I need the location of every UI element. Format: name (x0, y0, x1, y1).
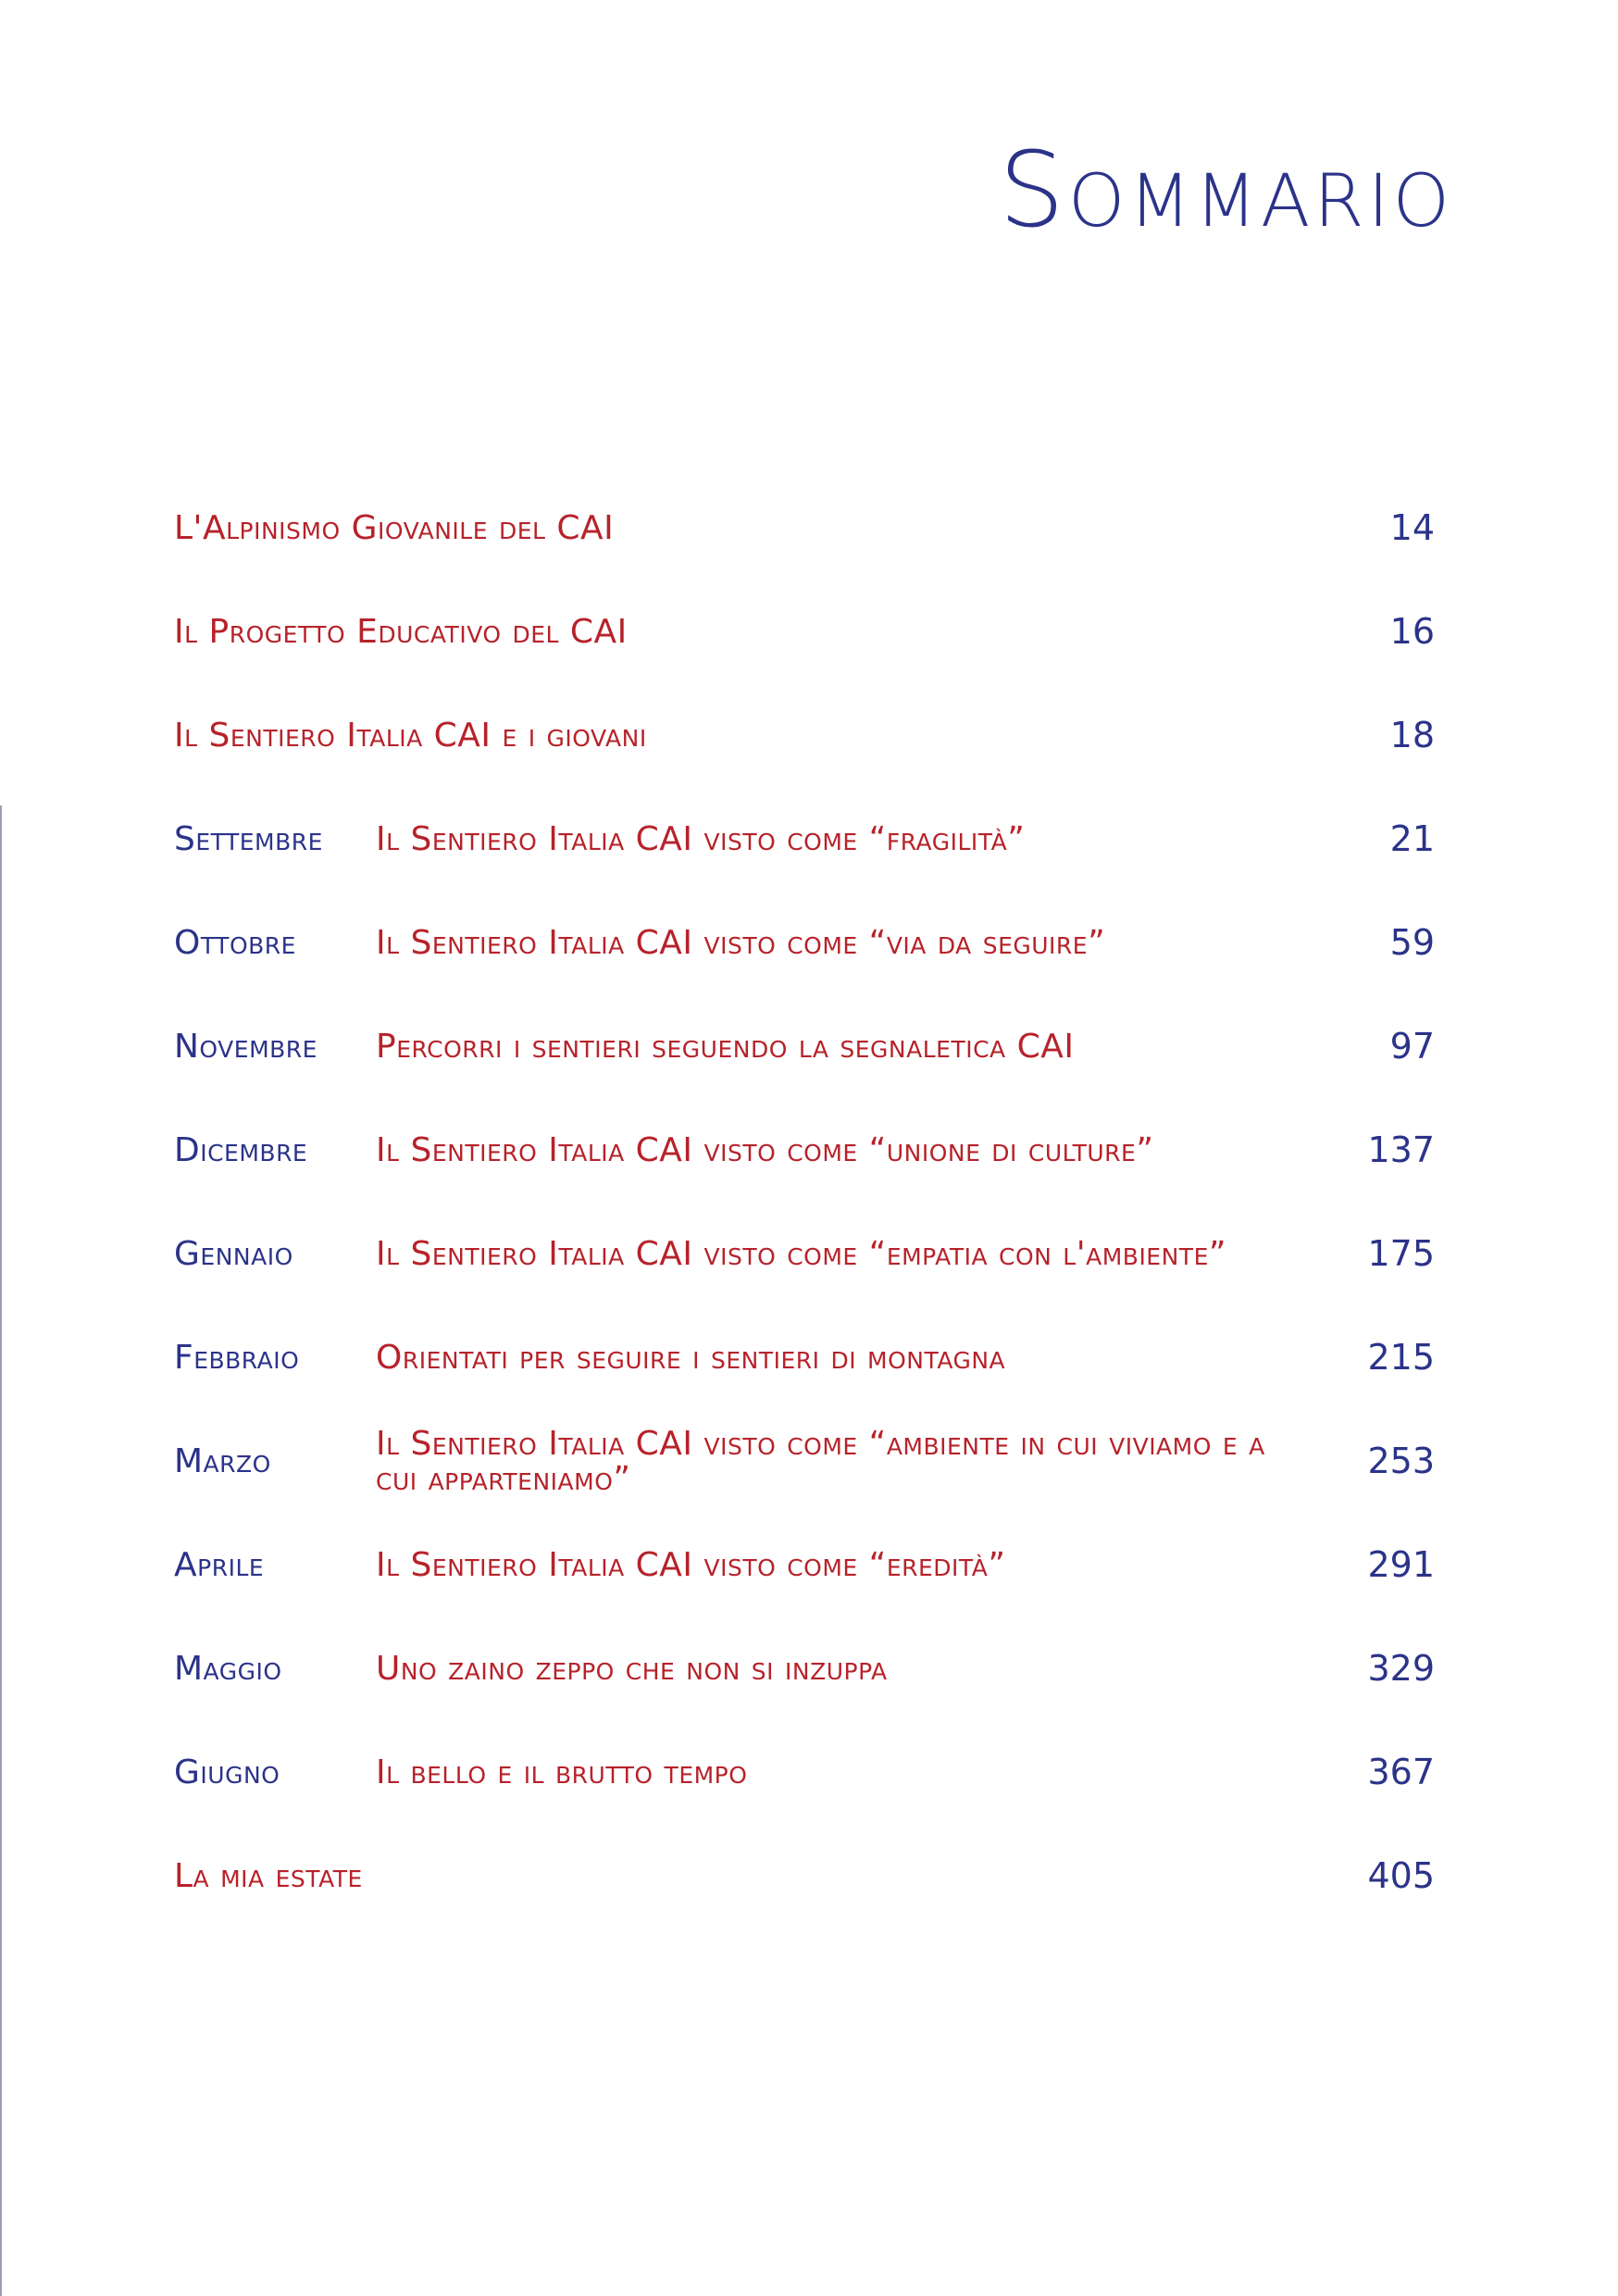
toc-page-number: 291 (1367, 1544, 1435, 1586)
toc-month: Aprile (174, 1546, 265, 1585)
toc-page-number: 329 (1367, 1648, 1435, 1690)
toc-row[interactable] (174, 1203, 1435, 1306)
toc-title: Uno zaino zeppo che non si inzuppa (376, 1650, 888, 1689)
toc-month: Dicembre (174, 1131, 308, 1170)
toc-month: Marzo (174, 1442, 271, 1481)
toc-page-number: 97 (1389, 1026, 1435, 1067)
toc-row[interactable] (174, 788, 1435, 892)
toc-title: Il Sentiero Italia CAI visto come “fragilità” (376, 820, 1026, 859)
toc-title: Il Progetto Educativo del CAI (174, 613, 628, 652)
table-of-contents (174, 477, 1435, 1928)
toc-page-number: 18 (1389, 715, 1435, 756)
toc-row[interactable] (174, 892, 1435, 995)
toc-title: L'Alpinismo Giovanile del CAI (174, 509, 615, 548)
toc-row[interactable] (174, 684, 1435, 788)
toc-row[interactable] (174, 580, 1435, 684)
toc-page-number: 253 (1367, 1441, 1435, 1482)
toc-title: Il Sentiero Italia CAI visto come “eredità” (376, 1546, 1006, 1585)
toc-title: Il Sentiero Italia CAI visto come “unione di culture” (376, 1131, 1154, 1170)
toc-title: Orientati per seguire i sentieri di montagna (376, 1339, 1006, 1378)
toc-title: Il Sentiero Italia CAI visto come “ambiente in cui viviamo e a cui apparteniamo” (376, 1425, 1265, 1498)
toc-row[interactable] (174, 1410, 1435, 1514)
toc-row[interactable] (174, 1514, 1435, 1617)
toc-title: Il Sentiero Italia CAI visto come “empatia con l'ambiente” (376, 1235, 1227, 1274)
toc-page-number: 367 (1367, 1752, 1435, 1793)
toc-month: Maggio (174, 1650, 282, 1689)
toc-month: Febbraio (174, 1339, 300, 1378)
toc-page-number: 215 (1367, 1337, 1435, 1379)
toc-title: Percorri i sentieri seguendo la segnaletica CAI (376, 1028, 1075, 1067)
toc-row[interactable] (174, 1306, 1435, 1410)
toc-row[interactable] (174, 1825, 1435, 1928)
toc-month: Settembre (174, 820, 323, 859)
toc-title: Il bello e il brutto tempo (376, 1753, 748, 1792)
toc-row[interactable] (174, 1721, 1435, 1825)
toc-title: La mia estate (174, 1857, 363, 1896)
toc-title: Il Sentiero Italia CAI visto come “via da seguire” (376, 924, 1106, 963)
left-edge-rule (0, 805, 2, 2296)
toc-month: Ottobre (174, 924, 296, 963)
toc-row[interactable] (174, 995, 1435, 1099)
toc-month: Novembre (174, 1028, 317, 1067)
toc-page-number: 16 (1389, 611, 1435, 653)
toc-row[interactable] (174, 1099, 1435, 1203)
toc-month: Gennaio (174, 1235, 293, 1274)
toc-page-number: 405 (1367, 1855, 1435, 1897)
toc-page-number: 14 (1389, 507, 1435, 549)
toc-page-number: 137 (1367, 1129, 1435, 1171)
toc-month: Giugno (174, 1753, 280, 1792)
toc-page-number: 21 (1389, 818, 1435, 860)
toc-page-number: 59 (1389, 922, 1435, 964)
toc-title: Il Sentiero Italia CAI e i giovani (174, 717, 647, 755)
toc-page-number: 175 (1367, 1233, 1435, 1275)
toc-row[interactable] (174, 1617, 1435, 1721)
page-title: Sommario (998, 131, 1453, 251)
toc-row[interactable] (174, 477, 1435, 580)
